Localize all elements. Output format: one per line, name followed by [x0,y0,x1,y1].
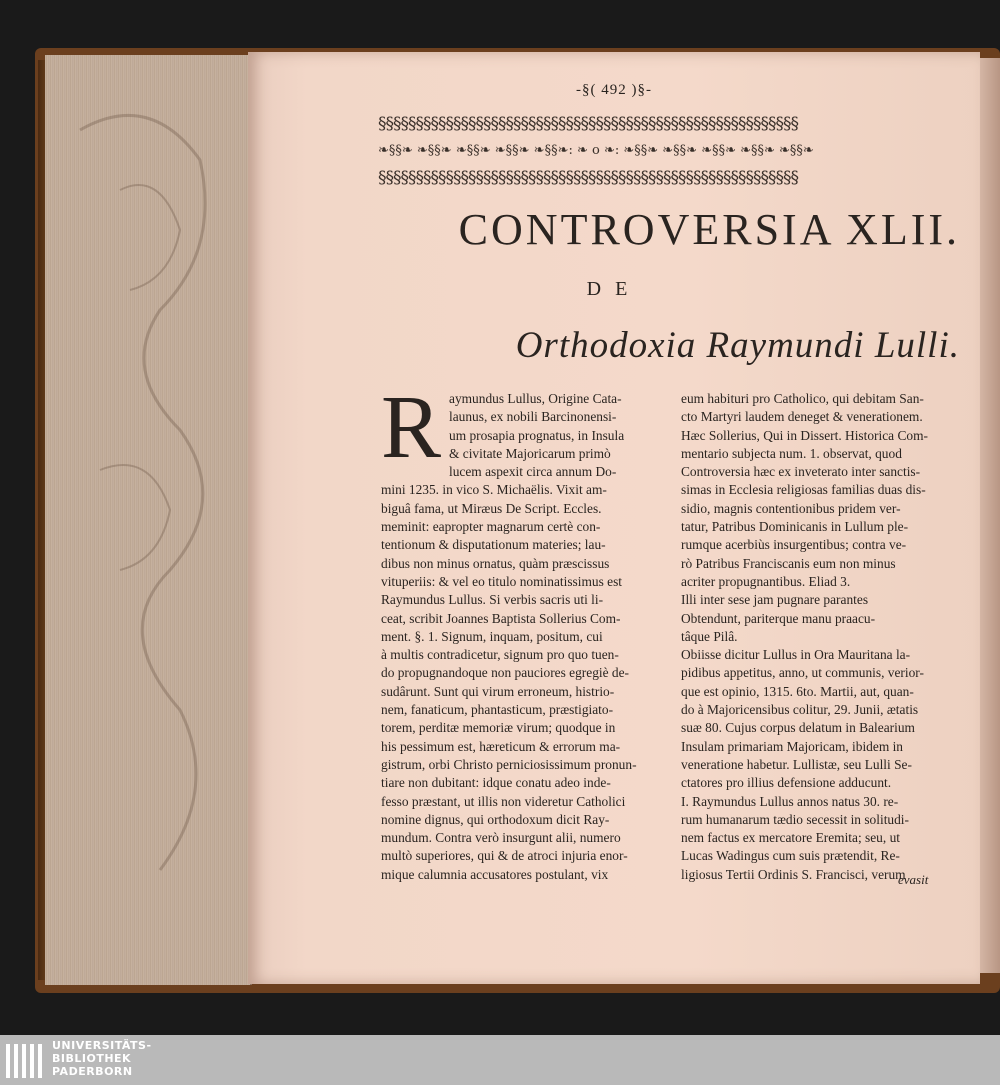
book-page [248,52,980,984]
text-line: à multis contradicetur, signum pro quo tuen- [381,647,619,663]
text-line: fesso præstant, ut illis non videretur Catholici [381,793,626,809]
text-line: nem, fanaticum, phantasticum, præstigiato- [381,702,614,718]
text-line: acriter propugnantibus. Eliad 3. [681,573,851,589]
text-line: rum humanarum tædio secessit in solitudi- [681,811,909,827]
text-line: pidibus appetitus, anno, ut communis, verior- [681,665,924,681]
text-line: rumque acerbiùs insurgentibus; contra ve- [681,537,907,553]
text-line: suæ 80. Cujus corpus delatum in Balearium [681,720,915,736]
text-line: do propugnandoque non pauciores egregiè de- [381,665,630,681]
text-line: Obiisse dicitur Lullus in Ora Mauritana la- [681,647,911,663]
page-number: -§( 492 )§- [576,82,652,98]
text-line: mique calumnia accusatores postulant, vix [381,866,609,882]
library-name-line-2: BIBLIOTHEK [52,1052,132,1065]
library-name-line-1: UNIVERSITÄTS- [52,1039,152,1052]
text-line: sidio, magnis contentionibus pridem ver- [681,500,901,516]
text-line: tâque Pilâ. [681,628,738,644]
text-line: veneratione habetur. Lullistæ, seu Lulli Se- [681,756,912,772]
text-line: aymundus Lullus, Origine Cata- [449,391,622,406]
text-line: Hæc Sollerius, Qui in Dissert. Historica Com- [681,427,928,443]
text-line: do à Majoricensibus colitur, 29. Junii, ætatis [681,702,919,718]
text-line: I. Raymundus Lullus annos natus 30. re- [681,793,899,809]
ornament-band-bottom: §§§§§§§§§§§§§§§§§§§§§§§§§§§§§§§§§§§§§§§§§§§§§§§§§§§§§§§§ [378,168,798,188]
text-line: rò Patribus Franciscanis eum non minus [681,555,896,571]
text-line: & civitate Majoricarum primò [449,445,611,461]
text-line: dibus non minus ornatus, quàm præscissus [381,555,610,571]
text-line: Illi inter sese jam pugnare parantes [681,592,869,608]
text-line: torem, perditæ memoriæ virum; quodque in [381,720,616,736]
catchword: evasit [898,872,929,887]
text-line: Raymundus Lullus. Si verbis sacris uti li- [381,592,604,608]
text-line: tiare non dubitant: idque conatu adeo inde- [381,775,611,791]
text-line: cto Martyri laudem deneget & venerationem. [681,409,923,425]
text-line: lucem aspexit circa annum Do- [449,464,617,480]
text-line: meminit: eapropter magnarum certè con- [381,519,601,535]
fore-edge-watermark [60,70,230,970]
drop-cap: R [381,378,442,477]
text-line: um prosapia prognatus, in Insula [449,427,625,443]
text-line: mundum. Contra verò insurgunt alii, numero [381,830,621,846]
text-line: simas in Ecclesia religiosas familias duas dis- [681,482,926,498]
library-name [52,1039,152,1078]
ornament-band-middle: ❧§§❧ ❧§§❧ ❧§§❧ ❧§§❧ ❧§§❧: ❧ o ❧: ❧§§❧ ❧§§❧ ❧§§❧ ❧§§❧ ❧§§❧ [378,143,814,158]
page-title: CONTROVERSIA XLII. [458,205,960,254]
text-line: his pessimum est, hæreticum & errorum ma- [381,738,621,754]
text-line: biguâ fama, ut Miræus De Script. Eccles. [381,500,602,516]
text-line: Lucas Wadingus cum suis prætendit, Re- [681,848,900,864]
text-line: vituperiis: & vel eo titulo nominatissimus est [381,573,623,589]
text-line: mentario subjecta num. 1. observat, quod [681,445,902,461]
right-page-edge [978,58,1000,973]
library-logo-icon [4,1040,46,1082]
text-line: eum habituri pro Catholico, qui debitam San- [681,391,924,406]
title-preposition: DE [586,278,642,300]
text-line: Insulam primariam Majoricam, ibidem in [681,738,904,754]
left-column [381,378,667,884]
text-line: gistrum, orbi Christo perniciosissimum pronun- [381,756,637,772]
text-line: ligiosus Tertii Ordinis S. Francisci, verum [681,866,906,882]
text-line: Controversia hæc ex inveterato inter sanctis- [681,464,921,480]
text-line: nem factus ex mercatore Eremita; seu, ut [681,830,900,846]
text-line: ment. §. 1. Signum, inquam, positum, cui [381,628,603,644]
text-line: nomine dignus, qui orthodoxum dicit Ray- [381,811,610,827]
text-line: Obtendunt, pariterque manu praacu- [681,610,876,626]
text-line: multò superiores, qui & de atroci injuria enor- [381,848,628,864]
text-line: tatur, Patribus Dominicanis in Lullum ple- [681,519,909,535]
text-line: ceat, scribit Joannes Baptista Sollerius Com- [381,610,621,626]
text-line: que est opinio, 1315. 6to. Martii, aut, quan- [681,683,914,699]
library-footer [0,1035,1000,1085]
library-name-line-3: PADERBORN [52,1065,133,1078]
text-line: sudârunt. Sunt qui virum erroneum, histrio- [381,683,615,699]
text-line: launus, ex nobili Barcinonensi- [449,409,617,425]
text-line: mini 1235. in vico S. Michaëlis. Vixit am- [381,482,607,498]
text-line: tentionum & disputationum materies; lau- [381,537,606,553]
text-line: ctatores pro illius defensione adducunt. [681,775,892,791]
right-column [681,390,959,884]
ornament-band-top: §§§§§§§§§§§§§§§§§§§§§§§§§§§§§§§§§§§§§§§§§§§§§§§§§§§§§§§§ [378,114,798,134]
page-subtitle: Orthodoxia Raymundi Lulli. [515,325,960,366]
